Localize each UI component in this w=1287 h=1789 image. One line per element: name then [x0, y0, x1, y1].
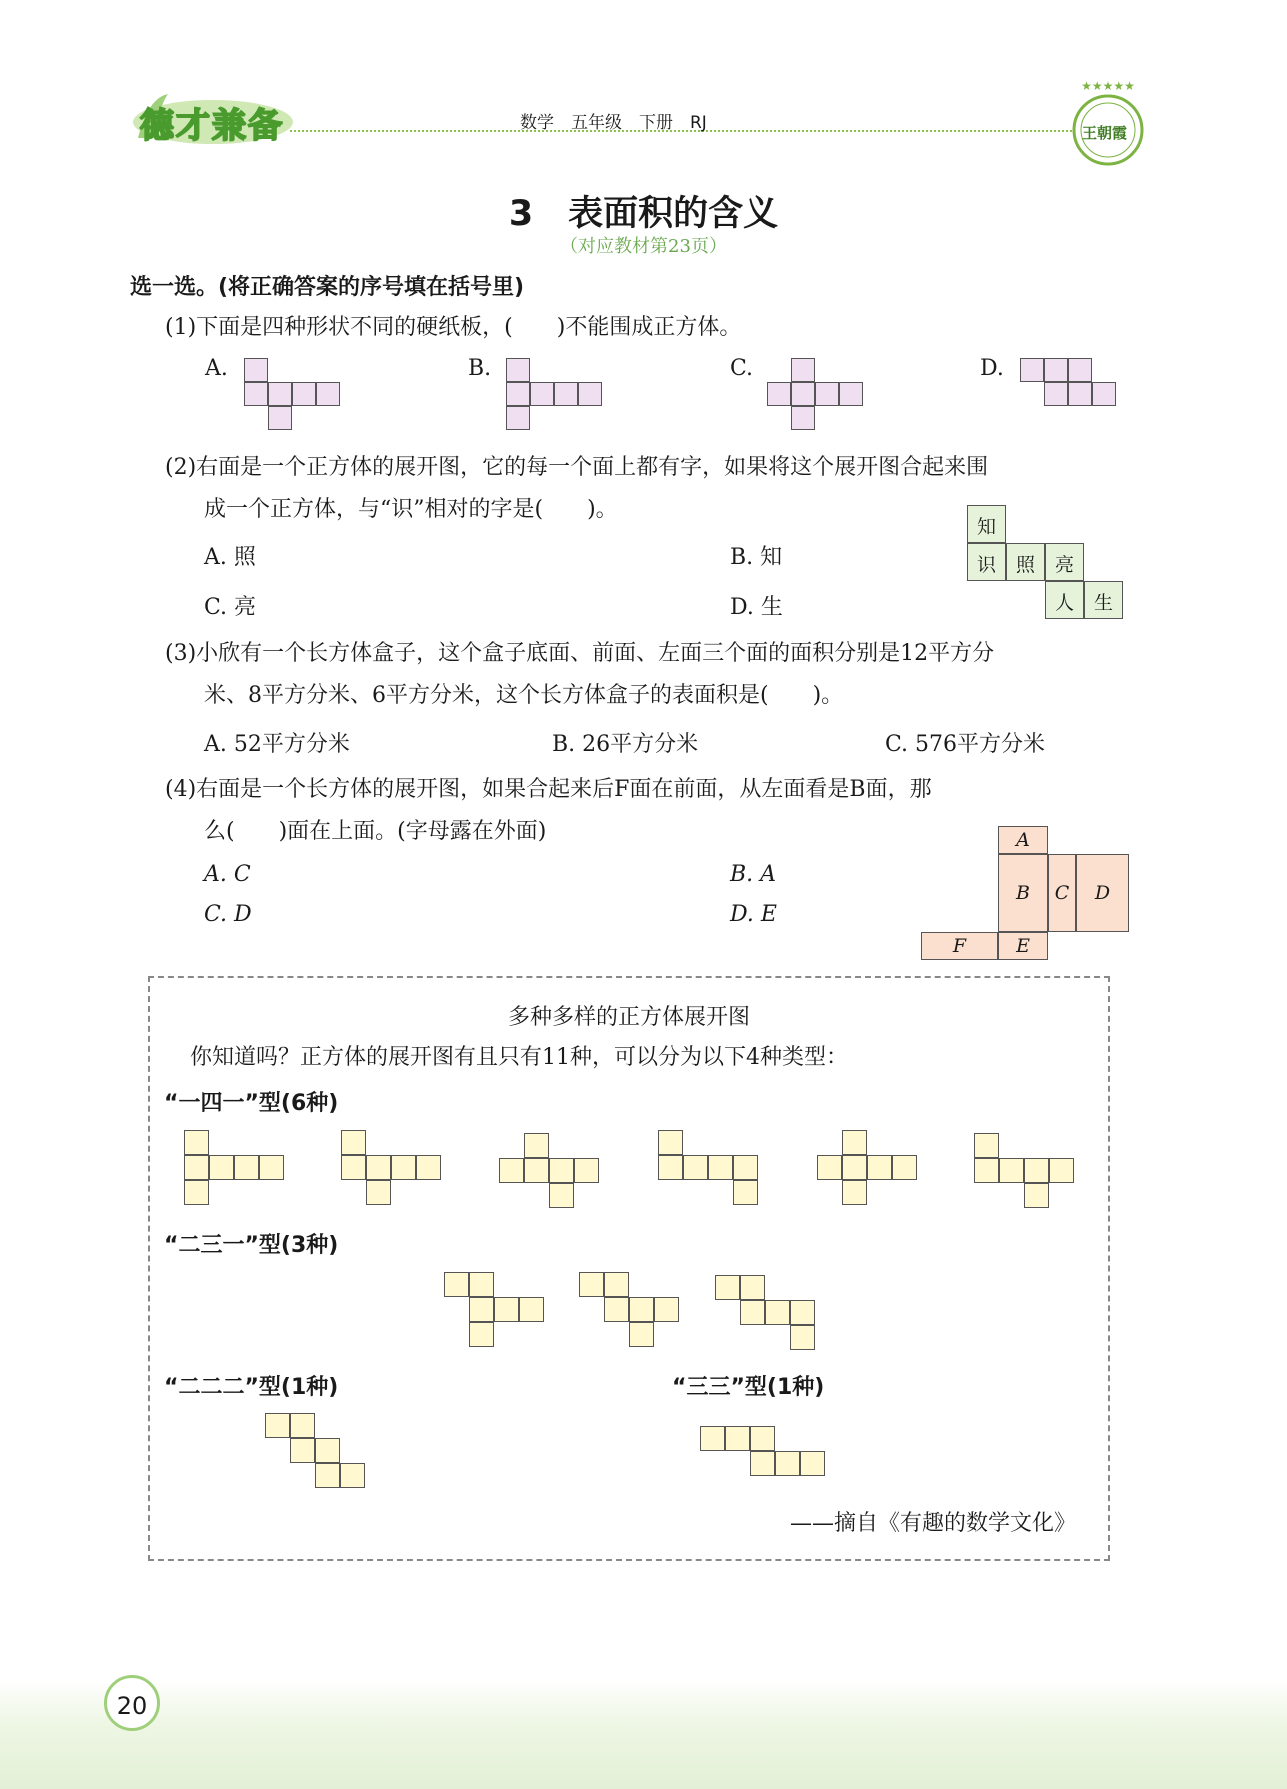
svg-text:★★★★★: ★★★★★: [1081, 79, 1135, 93]
cube-net-7-cell-4: [494, 1297, 519, 1322]
q2-line1: (2)右面是一个正方体的展开图，它的每一个面上都有字，如果将这个展开图合起来围: [165, 455, 989, 480]
page-subtitle: （对应教材第23页）: [560, 236, 727, 257]
cube-net-8-cell-2: [604, 1272, 629, 1297]
net-char-ren: 人: [1054, 592, 1074, 614]
cube-net-3-cell-5: [574, 1158, 599, 1183]
cube-net-7-cell-3: [469, 1297, 494, 1322]
page-number: 20: [104, 1675, 160, 1731]
net-char-shi: 识: [976, 554, 996, 576]
type-label-222: “二二二”型(1种): [164, 1375, 339, 1400]
q1-option-b: B.: [468, 356, 492, 381]
q3-option-c: C. 576平方分米: [885, 732, 1046, 757]
info-box-title: 多种多样的正方体展开图: [507, 1005, 750, 1030]
cube-net-5-cell-4: [867, 1155, 892, 1180]
section-heading: 选一选。(将正确答案的序号填在括号里): [130, 275, 525, 300]
q4-option-b: B. A: [730, 862, 777, 887]
cube-net-3-cell-6: [549, 1183, 574, 1208]
cube-net-4-cell-1: [658, 1130, 683, 1155]
cube-net-3-cell-3: [524, 1158, 549, 1183]
q2-option-d: D. 生: [730, 595, 783, 620]
type-label-231: “二三一”型(3种): [164, 1233, 339, 1258]
cube-net-9-cell-6: [790, 1325, 815, 1350]
q4-line2: 么( )面在上面。(字母露在外面): [204, 819, 547, 844]
q4-option-c: C. D: [204, 902, 252, 927]
net-letter-d: D: [1094, 882, 1111, 904]
cube-net-9-cell-4: [765, 1300, 790, 1325]
net-char-zhao: 照: [1015, 554, 1035, 576]
cube-net-2-cell-4: [391, 1155, 416, 1180]
cube-net-5-cell-1: [842, 1130, 867, 1155]
cube-net-1-cell-4: [234, 1155, 259, 1180]
net-letter-f: F: [952, 935, 967, 957]
book-info: 数学 五年级 下册 RJ: [520, 113, 707, 133]
q1-stem: (1)下面是四种形状不同的硬纸板，( )不能围成正方体。: [165, 315, 742, 340]
q2-option-b: B. 知: [730, 545, 783, 570]
cube-net-10-cell-3: [290, 1438, 315, 1463]
cube-net-2-cell-1: [341, 1130, 366, 1155]
q3-option-b: B. 26平方分米: [552, 732, 699, 757]
cube-net-11-cell-3: [750, 1426, 775, 1451]
cube-net-4-cell-3: [683, 1155, 708, 1180]
cube-net-6-cell-3: [999, 1158, 1024, 1183]
cube-net-4-cell-4: [708, 1155, 733, 1180]
cube-net-5-cell-3: [842, 1155, 867, 1180]
cube-net-8-cell-3: [604, 1297, 629, 1322]
info-box-intro: 你知道吗？正方体的展开图有且只有11种，可以分为以下4种类型：: [190, 1045, 848, 1070]
cube-net-6-cell-1: [974, 1133, 999, 1158]
cube-net-1-cell-1: [184, 1130, 209, 1155]
cube-net-11-cell-6: [800, 1451, 825, 1476]
q4-option-d: D. E: [730, 902, 777, 927]
cube-net-4-cell-5: [733, 1155, 758, 1180]
cube-net-11-cell-2: [725, 1426, 750, 1451]
cube-net-7-cell-5: [519, 1297, 544, 1322]
cube-net-5-cell-6: [842, 1180, 867, 1205]
cube-net-8-cell-4: [629, 1297, 654, 1322]
cube-net-8-cell-1: [579, 1272, 604, 1297]
cube-net-4-cell-6: [733, 1180, 758, 1205]
q1-option-d: D.: [980, 356, 1004, 381]
footer-band: [0, 1680, 1287, 1789]
q3-option-a: A. 52平方分米: [204, 732, 350, 757]
q3-line1: (3)小欣有一个长方体盒子，这个盒子底面、前面、左面三个面的面积分别是12平方分: [165, 641, 995, 666]
q2-option-a: A. 照: [204, 545, 256, 570]
cube-net-10-cell-1: [265, 1413, 290, 1438]
cube-net-7-cell-2: [469, 1272, 494, 1297]
cube-net-11-cell-1: [700, 1426, 725, 1451]
q1-option-a: A.: [205, 356, 228, 381]
net-letter-a: A: [1016, 829, 1030, 851]
cube-net-7-cell-1: [444, 1272, 469, 1297]
cube-net-9-cell-2: [740, 1275, 765, 1300]
net-char-zhi: 知: [976, 516, 996, 538]
cube-net-10-cell-5: [315, 1463, 340, 1488]
cube-net-11-cell-4: [750, 1451, 775, 1476]
cube-net-3-cell-2: [499, 1158, 524, 1183]
cube-net-10-cell-6: [340, 1463, 365, 1488]
net-letter-c: C: [1054, 882, 1070, 904]
cube-net-1-cell-3: [209, 1155, 234, 1180]
cube-net-1-cell-2: [184, 1155, 209, 1180]
cube-net-2-cell-6: [366, 1180, 391, 1205]
cube-net-5-cell-5: [892, 1155, 917, 1180]
net-letter-e: E: [1016, 935, 1030, 957]
cube-net-9-cell-3: [740, 1300, 765, 1325]
seal-text: 王朝霞: [1082, 124, 1128, 142]
cube-net-10-cell-4: [315, 1438, 340, 1463]
q2-option-c: C. 亮: [204, 595, 257, 620]
net-char-liang: 亮: [1054, 554, 1074, 576]
net-char-sheng: 生: [1093, 592, 1113, 614]
cube-net-9-cell-1: [715, 1275, 740, 1300]
cube-net-9-cell-5: [790, 1300, 815, 1325]
cube-net-6-cell-6: [1024, 1183, 1049, 1208]
cube-net-3-cell-4: [549, 1158, 574, 1183]
cube-net-4-cell-2: [658, 1155, 683, 1180]
q2-line2: 成一个正方体，与“识”相对的字是( )。: [204, 497, 618, 522]
cube-net-8-cell-5: [654, 1297, 679, 1322]
cube-net-6-cell-5: [1049, 1158, 1074, 1183]
q3-line2: 米、8平方分米、6平方分米，这个长方体盒子的表面积是( )。: [204, 683, 844, 708]
cube-net-6-cell-2: [974, 1158, 999, 1183]
cube-net-7-cell-6: [469, 1322, 494, 1347]
cube-net-2-cell-5: [416, 1155, 441, 1180]
type-label-141: “一四一”型(6种): [164, 1091, 339, 1116]
q1-option-c: C.: [730, 356, 754, 381]
cube-net-11-cell-5: [775, 1451, 800, 1476]
brand-logo: 德才兼备: [140, 106, 284, 146]
cube-net-3-cell-1: [524, 1133, 549, 1158]
net-letter-b: B: [1016, 882, 1030, 904]
cube-net-2-cell-2: [341, 1155, 366, 1180]
cube-net-10-cell-2: [290, 1413, 315, 1438]
info-box-source: ——摘自《有趣的数学文化》: [790, 1511, 1077, 1536]
page-title: 3 表面积的含义: [508, 194, 779, 234]
cube-net-1-cell-5: [259, 1155, 284, 1180]
cube-net-5-cell-2: [817, 1155, 842, 1180]
type-label-33: “三三”型(1种): [672, 1375, 825, 1400]
cube-net-8-cell-6: [629, 1322, 654, 1347]
cube-net-1-cell-6: [184, 1180, 209, 1205]
q4-line1: (4)右面是一个长方体的展开图，如果合起来后F面在前面，从左面看是B面，那: [165, 777, 932, 802]
cube-net-2-cell-3: [366, 1155, 391, 1180]
q4-option-a: A. C: [204, 862, 251, 887]
cube-net-6-cell-4: [1024, 1158, 1049, 1183]
